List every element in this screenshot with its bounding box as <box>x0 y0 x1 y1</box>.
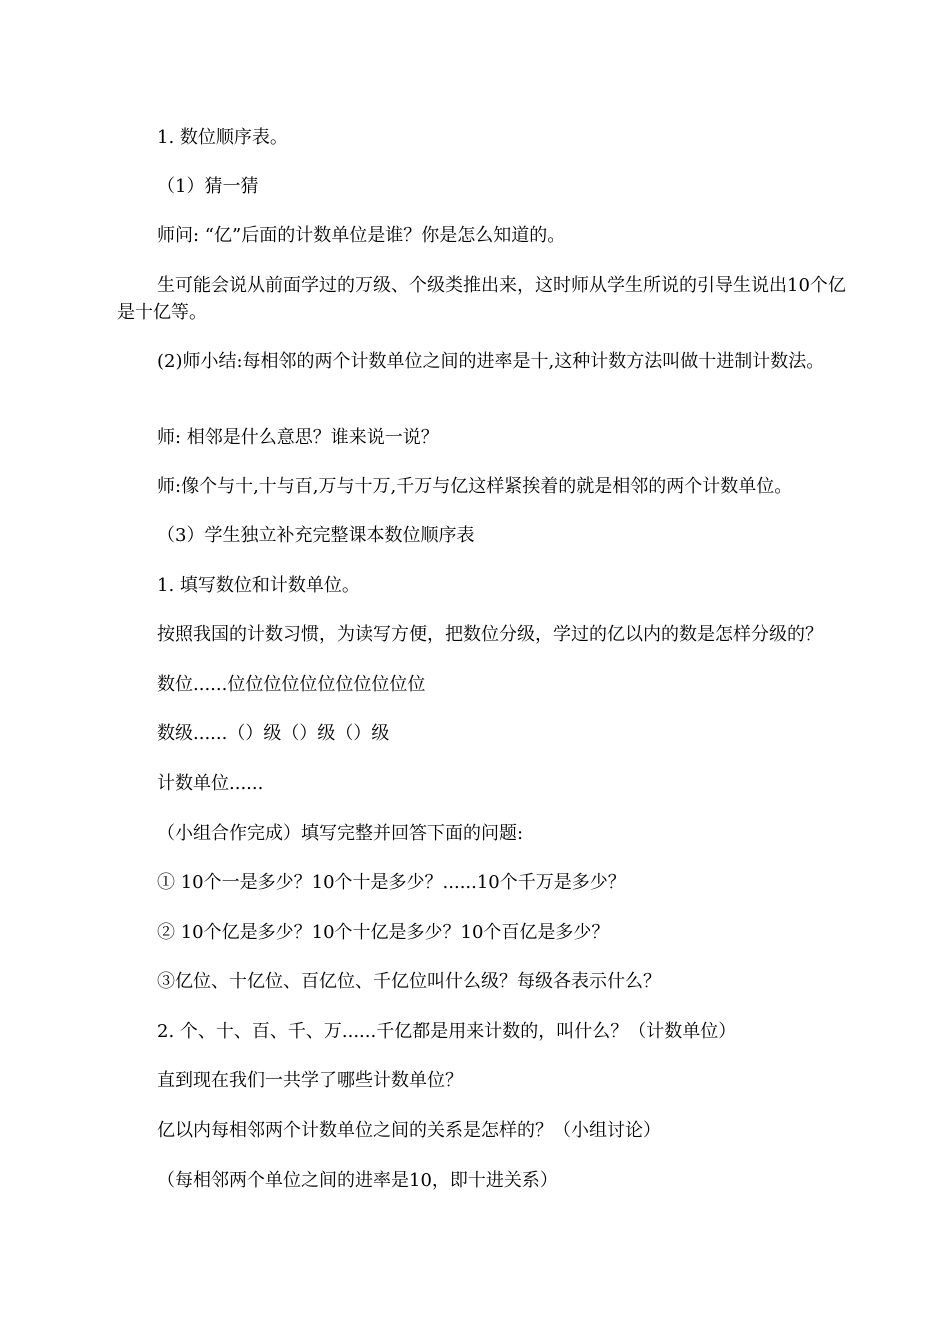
heading-digit-order-table: 1. 数位顺序表。 <box>157 127 288 148</box>
line-digit-levels: 数级......（）级（）级（）级 <box>157 723 390 744</box>
paragraph-group-task: （小组合作完成）填写完整并回答下面的问题: <box>157 823 524 844</box>
subheading-complete-table: （3）学生独立补充完整课本数位顺序表 <box>157 525 475 546</box>
paragraph-teacher-summary: (2)师小结:每相邻的两个计数单位之间的进率是十,这种计数方法叫做十进制计数法。 <box>157 351 825 372</box>
paragraph-units-learned: 直到现在我们一共学了哪些计数单位？ <box>157 1070 463 1091</box>
paragraph-teacher-question: 师问: “亿”后面的计数单位是谁？你是怎么知道的。 <box>157 225 566 246</box>
heading-fill-digits: 1. 填写数位和计数单位。 <box>157 575 360 596</box>
paragraph-adjacent-explanation: 师:像个与十,十与百,万与十万,千万与亿这样紧挨着的就是相邻的两个计数单位。 <box>157 476 793 497</box>
question-3: ③亿位、十亿位、百亿位、千亿位叫什么级？每级各表示什么？ <box>157 971 661 992</box>
paragraph-relation-answer: （每相邻两个单位之间的进率是10，即十进关系） <box>157 1170 558 1191</box>
question-1: ① 10个一是多少？10个十是多少？......10个千万是多少？ <box>157 872 626 893</box>
line-digit-places: 数位......位位位位位位位位位位位 <box>157 674 426 695</box>
paragraph-student-answer: 生可能会说从前面学过的万级、个级类推出来，这时师从学生所说的引导生说出10个亿是十亿等。 <box>117 275 846 323</box>
paragraph-adjacent-question: 师: 相邻是什么意思？谁来说一说？ <box>157 427 439 448</box>
paragraph-relation-question: 亿以内每相邻两个计数单位之间的关系是怎样的？（小组讨论） <box>157 1120 661 1141</box>
question-2: ② 10个亿是多少？10个十亿是多少？10个百亿是多少？ <box>157 922 610 943</box>
subheading-guess: （1）猜一猜 <box>157 176 259 197</box>
paragraph-grouping-question: 按照我国的计数习惯，为读写方便，把数位分级，学过的亿以内的数是怎样分级的？ <box>157 624 823 645</box>
line-counting-units: 计数单位...... <box>157 773 264 794</box>
paragraph-counting-units: 2. 个、十、百、千、万......千亿都是用来计数的，叫什么？（计数单位） <box>157 1021 737 1042</box>
